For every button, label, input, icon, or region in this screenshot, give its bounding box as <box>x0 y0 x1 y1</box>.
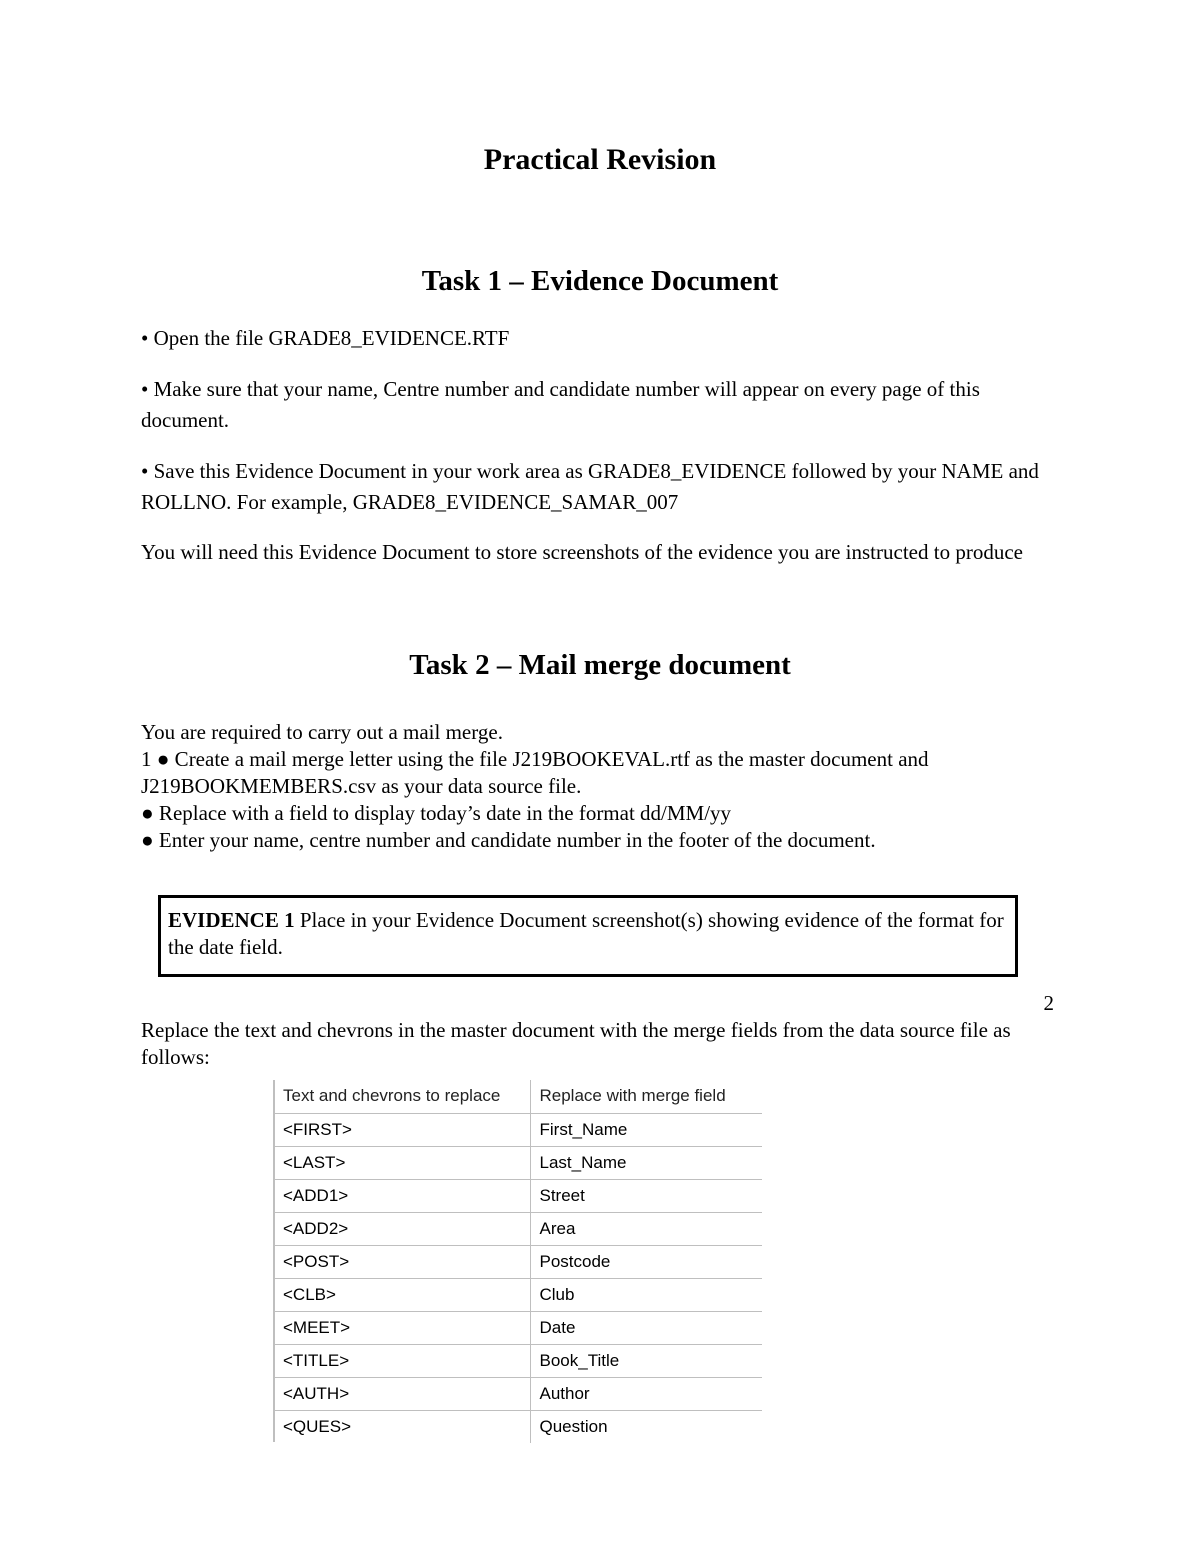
table-cell: Club <box>530 1278 762 1311</box>
evidence-label: EVIDENCE 1 <box>168 908 295 932</box>
table-cell: Question <box>539 1416 608 1436</box>
table-row <box>274 1179 762 1212</box>
table-row <box>274 1146 762 1179</box>
evidence-text: Place in your Evidence Document screenshot(s) showing evidence of the format for the date field. <box>168 908 1004 959</box>
table-cell: <ADD1> <box>274 1179 530 1212</box>
table-cell: <POST> <box>274 1245 530 1278</box>
page-number: 2 <box>1043 991 1054 1015</box>
task2-heading: Task 2 – Mail merge document <box>409 649 791 681</box>
table-cell: Last_Name <box>530 1146 762 1179</box>
table-cell: Date <box>530 1311 762 1344</box>
table-cell: Street <box>530 1179 762 1212</box>
evidence-box <box>158 895 1018 977</box>
table-row <box>274 1212 762 1245</box>
table-cell: First_Name <box>530 1113 762 1146</box>
task2-step-1: 1 ● Create a mail merge letter using the file J219BOOKEVAL.rtf as the master document and J219BOOKMEMBERS.csv as your data source file. <box>141 747 929 798</box>
table-cell: <FIRST> <box>274 1113 530 1146</box>
table-cell: <CLB> <box>274 1278 530 1311</box>
table-row <box>274 1311 762 1344</box>
merge-field-table <box>274 1080 762 1443</box>
table-row <box>274 1377 762 1410</box>
table-cell: <LAST> <box>274 1146 530 1179</box>
table-header-field: Replace with merge field <box>530 1080 762 1113</box>
table-header-row <box>274 1080 762 1113</box>
table-row <box>274 1113 762 1146</box>
table-cell: Author <box>530 1377 762 1410</box>
table-row <box>274 1344 762 1377</box>
task1-bullet-open-file: • Open the file GRADE8_EVIDENCE.RTF <box>141 326 510 350</box>
table-cell: <AUTH> <box>274 1377 530 1410</box>
table-header-text: Text and chevrons to replace <box>274 1080 530 1113</box>
task2-step-3: ● Enter your name, centre number and candidate number in the footer of the document. <box>141 828 876 852</box>
task1-heading: Task 1 – Evidence Document <box>421 265 779 297</box>
table-cell: Area <box>530 1212 762 1245</box>
task1-bullet-save: • Save this Evidence Document in your work area as GRADE8_EVIDENCE followed by your NAME and ROLLNO. For example, GRADE8_EVIDENCE_SAMAR_007 <box>141 459 1039 514</box>
task1-bullet-name-header: • Make sure that your name, Centre number and candidate number will appear on every page of this document. <box>141 377 980 432</box>
table-row <box>274 1245 762 1278</box>
task2-step-2: ● Replace with a field to display today’s date in the format dd/MM/yy <box>141 801 732 825</box>
table-cell: Book_Title <box>530 1344 762 1377</box>
table-cell: Postcode <box>530 1245 762 1278</box>
task2-instructions <box>141 719 1061 854</box>
table-cell: <MEET> <box>274 1311 530 1344</box>
replace-intro: Replace the text and chevrons in the master document with the merge fields from the data source file as follows: <box>141 1018 1011 1069</box>
page-title: Practical Revision <box>483 143 717 176</box>
table-row <box>274 1410 762 1443</box>
table-row <box>274 1278 762 1311</box>
table-cell: <ADD2> <box>274 1212 530 1245</box>
task1-note: You will need this Evidence Document to store screenshots of the evidence you are instructed to produce <box>141 540 1023 564</box>
task2-intro: You are required to carry out a mail merge. <box>141 720 503 744</box>
table-cell: <QUES> <box>274 1410 530 1443</box>
table-cell: <TITLE> <box>274 1344 530 1377</box>
